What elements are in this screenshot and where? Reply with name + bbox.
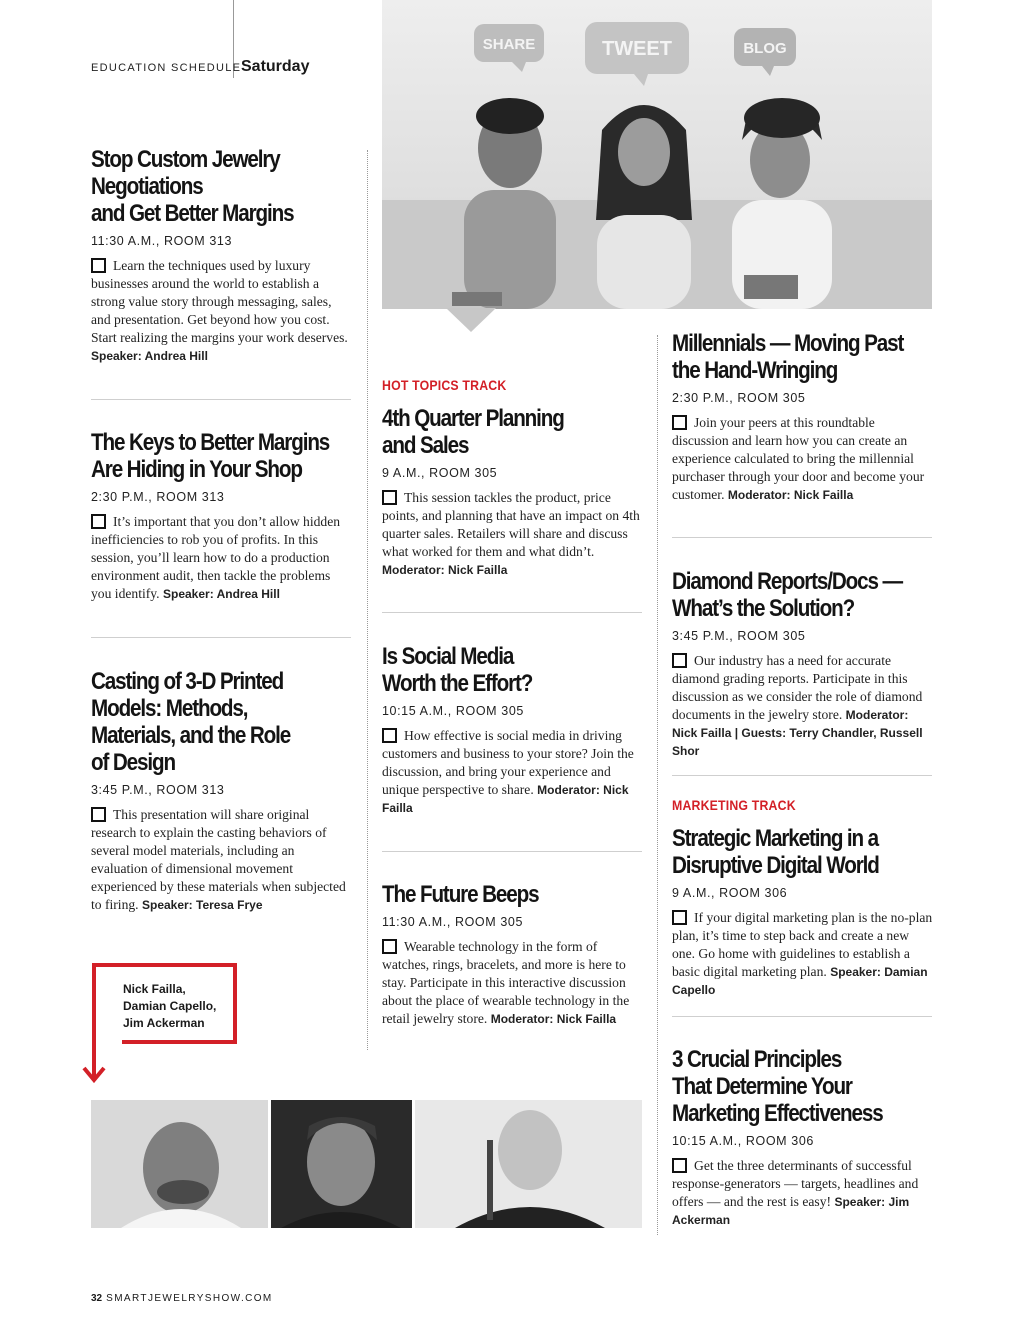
session-title: Casting of 3-D Printed Models: Methods, Materials, and the Role of Design: [91, 668, 291, 776]
checkbox[interactable]: [382, 939, 397, 954]
bubble-text-blog: BLOG: [743, 40, 787, 57]
session-separator: [672, 775, 932, 776]
session-card: [91, 146, 353, 365]
checkbox[interactable]: [672, 653, 687, 668]
session-description: How effective is social media in driving customers and business to your store? Join the discussion, and bring your experience and unique perspective to share. Moderator: Nick Failla: [382, 728, 634, 815]
session-separator: [382, 612, 642, 613]
session-speaker: Speaker: Jim Ackerman: [672, 1195, 910, 1227]
session-time: 11:30 A.M., ROOM 313: [91, 234, 232, 248]
session-description: Learn the techniques used by luxury businesses around the world to establish a strong value story through messaging, sales, and presentation. Get beyond how you cost. Start realizing the margins your work deserves. Speaker: Andrea Hill: [91, 258, 348, 363]
session-separator: [382, 851, 642, 852]
track-label: MARKETING TRACK: [672, 797, 796, 813]
hero-photo: [382, 0, 932, 309]
session-separator: [672, 1016, 932, 1017]
session-description: This presentation will share original research to explain the casting behaviors of several model materials, including an evaluation of dimensional movement experienced by these materials when subjected to firing. Speaker: Teresa Frye: [91, 807, 346, 912]
session-card: [672, 330, 934, 504]
session-title: Stop Custom Jewelry Negotiations and Get Better Margins: [91, 146, 294, 227]
page-number: 32: [91, 1293, 103, 1304]
session-card: [672, 1046, 934, 1229]
session-description: Our industry has a need for accurate diamond grading reports. Participate in this discussion as we consider the role of diamond documents in the jewelry store. Moderator: Nick Failla | Guests: Terry Chandler, Russell Shor: [672, 653, 923, 758]
bubble-text-share: SHARE: [482, 36, 536, 53]
session-card: [672, 568, 934, 760]
session-speaker: Moderator: Nick Failla: [382, 563, 508, 577]
session-title: Strategic Marketing in a Disruptive Digital World: [672, 825, 879, 879]
session-title: Millennials — Moving Past the Hand-Wringing: [672, 330, 904, 384]
session-description: Wearable technology in the form of watches, rings, bracelets, and more is here to stay. Participate in this interactive discussion about the place of wearable technology in the retail jewelry store. Moderator: Nick Failla: [382, 939, 630, 1026]
footer-site: SMARTJEWELRYSHOW.COM: [106, 1293, 273, 1304]
session-title: The Keys to Better Margins Are Hiding in Your Shop: [91, 429, 330, 483]
hero-pointer: [446, 308, 496, 332]
session-title: 3 Crucial Principles That Determine Your Marketing Effectiveness: [672, 1046, 883, 1127]
session-time: 3:45 P.M., ROOM 305: [672, 629, 806, 643]
session-time: 11:30 A.M., ROOM 305: [382, 915, 523, 929]
session-card: [382, 405, 642, 579]
person-center: [596, 105, 692, 309]
session-speaker: Speaker: Damian Capello: [672, 965, 928, 997]
session-title: The Future Beeps: [382, 881, 539, 908]
checkbox[interactable]: [91, 514, 106, 529]
portrait-illustration: [415, 1100, 642, 1228]
day-label: Saturday: [241, 58, 310, 75]
speech-bubble-tweet: [585, 22, 689, 86]
section-label: EDUCATION SCHEDULE: [91, 62, 242, 74]
portrait-illustration: [91, 1100, 268, 1228]
session-description: Get the three determinants of successful response-generators — targets, headlines and offers — and the rest is easy! Speaker: Jim Ackerman: [672, 1158, 919, 1227]
checkbox[interactable]: [91, 807, 106, 822]
checkbox[interactable]: [672, 1158, 687, 1173]
session-card: [382, 881, 642, 1028]
session-description: This session tackles the product, price points, and planning that have an impact on 4th quarter sales. Retailers will share and discuss what worked for them and what didn’t. Moderator: Nick Failla: [382, 490, 640, 577]
session-card: [91, 429, 353, 603]
photo-caption: Nick Failla, Damian Capello, Jim Ackerman: [123, 982, 217, 1030]
speech-bubble-share: [474, 24, 544, 72]
session-separator: [672, 537, 932, 538]
session-separator: [91, 637, 351, 638]
session-time: 9 A.M., ROOM 306: [672, 886, 788, 900]
checkbox[interactable]: [382, 490, 397, 505]
session-speaker: Moderator: Nick Failla: [727, 488, 854, 502]
session-speaker: Speaker: Teresa Frye: [141, 898, 263, 912]
hero-illustration: [382, 0, 932, 309]
session-description: Join your peers at this roundtable discussion and learn how you can create an experience calculated to bring the millennial purchaser through your door and become your customer. Moderator: Nick Failla: [672, 415, 925, 502]
page-footer: [91, 1293, 273, 1304]
session-title: Diamond Reports/Docs — What’s the Solution?: [672, 568, 903, 622]
session-speaker: Moderator: Nick Failla | Guests: Terry Chandler, Russell Shor: [672, 708, 923, 758]
bubble-text-tweet: TWEET: [602, 38, 672, 60]
session-time: 3:45 P.M., ROOM 313: [91, 783, 225, 797]
portrait-illustration: [271, 1100, 412, 1228]
session-card: [672, 825, 934, 999]
session-time: 2:30 P.M., ROOM 305: [672, 391, 806, 405]
session-description: If your digital marketing plan is the no-plan plan, it’s time to step back and create a new one. Go home with guidelines to establish a basic digital marketing plan. Speaker: Damian Capello: [672, 910, 933, 997]
column-divider-1: [367, 150, 368, 1050]
session-speaker: Speaker: Andrea Hill: [91, 349, 208, 363]
session-title: Is Social Media Worth the Effort?: [382, 643, 533, 697]
session-time: 2:30 P.M., ROOM 313: [91, 490, 225, 504]
column-divider-2: [657, 335, 658, 1235]
speaker-photo-damian-capello: [271, 1100, 412, 1228]
checkbox[interactable]: [672, 415, 687, 430]
checkbox[interactable]: [382, 728, 397, 743]
session-card: [91, 668, 353, 914]
session-time: 10:15 A.M., ROOM 306: [672, 1134, 814, 1148]
speech-bubble-blog: [734, 28, 796, 76]
session-time: 9 A.M., ROOM 305: [382, 466, 498, 480]
speaker-photo-nick-failla: [91, 1100, 268, 1228]
track-label: HOT TOPICS TRACK: [382, 377, 507, 393]
checkbox[interactable]: [672, 910, 687, 925]
session-description: It’s important that you don’t allow hidden inefficiencies to rob you of profits. In this session, you’ll learn how to do a production environment audit, then tackle the problems you identify. Speaker: Andrea Hill: [91, 514, 341, 601]
session-title: 4th Quarter Planning and Sales: [382, 405, 564, 459]
session-speaker: Moderator: Nick Failla: [382, 783, 629, 815]
session-separator: [91, 399, 351, 400]
checkbox[interactable]: [91, 258, 106, 273]
session-time: 10:15 A.M., ROOM 305: [382, 704, 524, 718]
speaker-photo-jim-ackerman: [415, 1100, 642, 1228]
session-speaker: Speaker: Andrea Hill: [163, 587, 280, 601]
session-card: [382, 643, 642, 817]
session-speaker: Moderator: Nick Failla: [490, 1012, 617, 1026]
person-left: [464, 98, 556, 309]
